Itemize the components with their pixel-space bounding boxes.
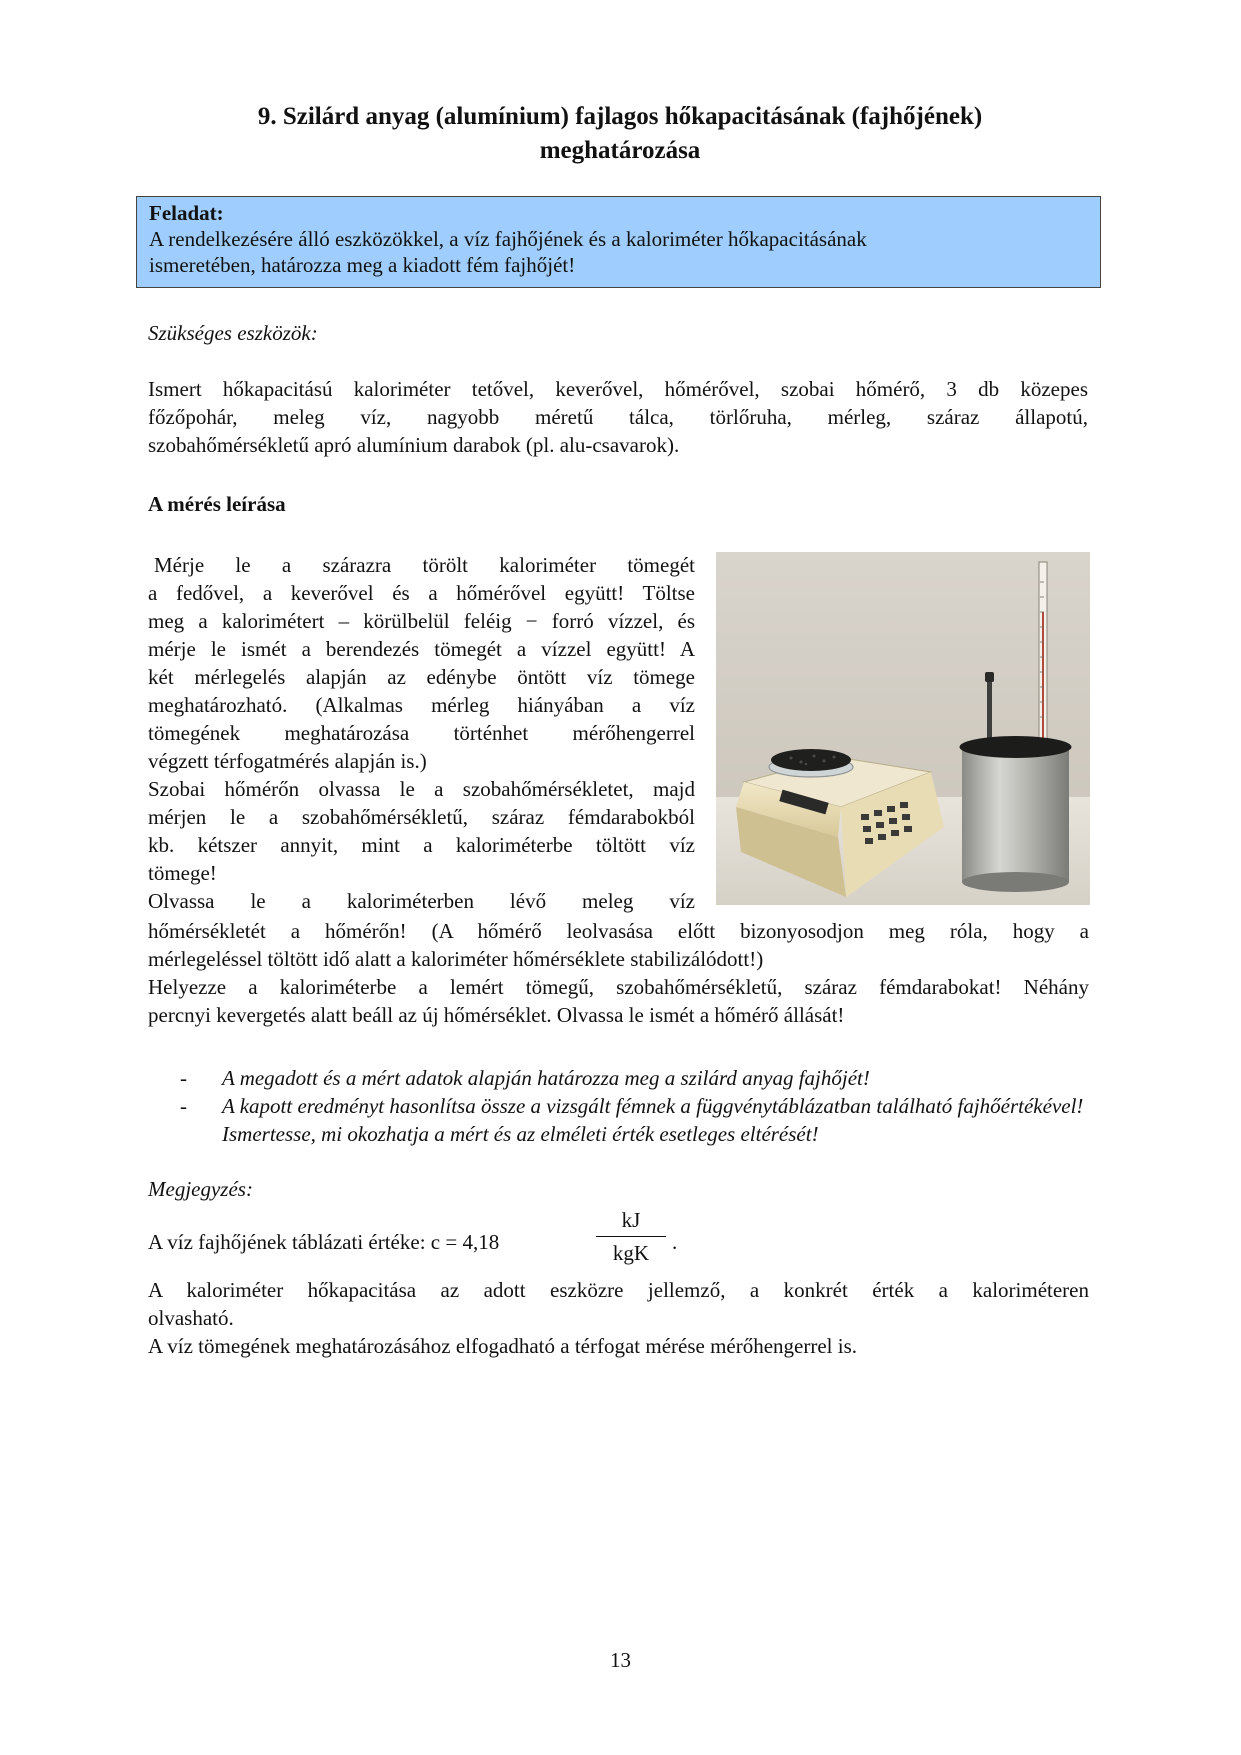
measurement-line: Olvassa le a kaloriméterben lévő meleg víz [148,889,695,913]
tools-line: szobahőmérsékletű apró alumínium darabok (pl. alu-csavarok). [148,433,680,457]
title-line-1: 9. Szilárd anyag (alumínium) fajlagos hőkapacitásának (fajhőjének) [257,103,983,130]
measurement-line: tömege! [148,861,217,885]
note-line: olvasható. [148,1306,234,1330]
measurement-heading: A mérés leírása [148,492,286,516]
formula-prefix: A víz fajhőjének táblázati értéke: c = 4,18 [148,1230,500,1254]
measurement-line: tömegének meghatározása történhet mérőhengerrel [148,721,695,745]
measurement-line: Helyezze a kaloriméterbe a lemért tömegű, szobahőmérsékletű, száraz fémdarabokat! Néhány [148,975,1089,999]
title-line-2: meghatározása [539,137,701,164]
measurement-line: Mérje le a szárazra törölt kaloriméter tömegét [154,553,695,577]
measurement-line: két mérlegelés alapján az edénybe öntött víz tömege [148,665,695,689]
task-line-1: A rendelkezésére álló eszközökkel, a víz fajhőjének és a kaloriméter hőkapacitásának [149,227,867,251]
formula-end: . [672,1230,678,1254]
note-label: Megjegyzés: [148,1177,253,1201]
instruction-bullets [180,1064,1090,1148]
bullet-dash: - [180,1094,187,1118]
bullet-dash: - [180,1066,187,1090]
measurement-line: percnyi kevergetés alatt beáll az új hőmérséklet. Olvassa le ismét a hőmérő állását! [148,1003,845,1027]
measurement-line: a fedővel, a keverővel és a hőmérővel együtt! Töltse [148,581,695,605]
measurement-line: mérjen le a szobahőmérsékletű, száraz fémdarabokból [148,805,695,829]
unit-numerator: kJ [596,1206,666,1237]
tools-line: főzőpohár, meleg víz, nagyobb méretű tálca, törlőruha, mérleg, száraz állapotú, [148,405,1088,429]
page-number: 13 [610,1648,631,1672]
bullet-item [180,1064,1090,1092]
measurement-line: meg a kalorimétert – körülbelül feléig − forró vízzel, és [148,609,695,633]
tools-paragraph [148,375,1088,459]
task-box [136,196,1101,288]
tools-line: Ismert hőkapacitású kaloriméter tetővel, keverővel, hőmérővel, szobai hőmérő, 3 db közepes [148,377,1088,401]
task-label: Feladat: [149,201,224,225]
tools-label: Szükséges eszközök: [148,321,318,345]
measurement-line: meghatározható. (Alkalmas mérleg hiányában a víz [148,693,695,717]
measurement-line: mérje le ismét a berendezés tömegét a vízzel együtt! A [148,637,695,661]
unit-denominator: kgK [612,1241,650,1265]
bullet-text: A kapott eredményt hasonlítsa össze a vizsgált fémnek a függvénytáblázatban található fajhőértékével! Ismertesse, mi okozhatja a mért és az elméleti érték esetleges eltérését! [222,1094,1084,1146]
measurement-line: mérlegeléssel töltött idő alatt a kaloriméter hőmérséklete stabilizálódott!) [148,947,764,971]
measurement-line: végzett térfogatmérés alapján is.) [148,749,427,773]
bullet-item [180,1092,1090,1148]
calorimeter-and-scale-illustration [716,552,1090,905]
page-title [150,100,1090,168]
note-line: A víz tömegének meghatározásához elfogadható a térfogat mérése mérőhengerrel is. [148,1334,858,1358]
calorimeter-photo [716,552,1090,905]
task-line-2: ismeretében, határozza meg a kiadott fém fajhőjét! [149,253,576,277]
measurement-wrapped-paragraph [148,551,695,915]
note-line: A kaloriméter hőkapacitása az adott eszközre jellemző, a konkrét érték a kaloriméteren [148,1278,1089,1302]
bullet-text: A megadott és a mért adatok alapján határozza meg a szilárd anyag fajhőjét! [222,1066,870,1090]
measurement-line: Szobai hőmérőn olvassa le a szobahőmérsékletet, majd [148,777,695,801]
measurement-line: hőmérsékletét a hőmérőn! (A hőmérő leolvasása előtt bizonyosodjon meg róla, hogy a [148,919,1089,943]
water-specific-heat-formula [148,1206,848,1276]
measurement-full-paragraph [148,917,1089,1029]
unit-fraction [596,1206,666,1267]
measurement-line: kb. kétszer annyit, mint a kaloriméterbe töltött víz [148,833,695,857]
note-paragraph [148,1276,1089,1360]
